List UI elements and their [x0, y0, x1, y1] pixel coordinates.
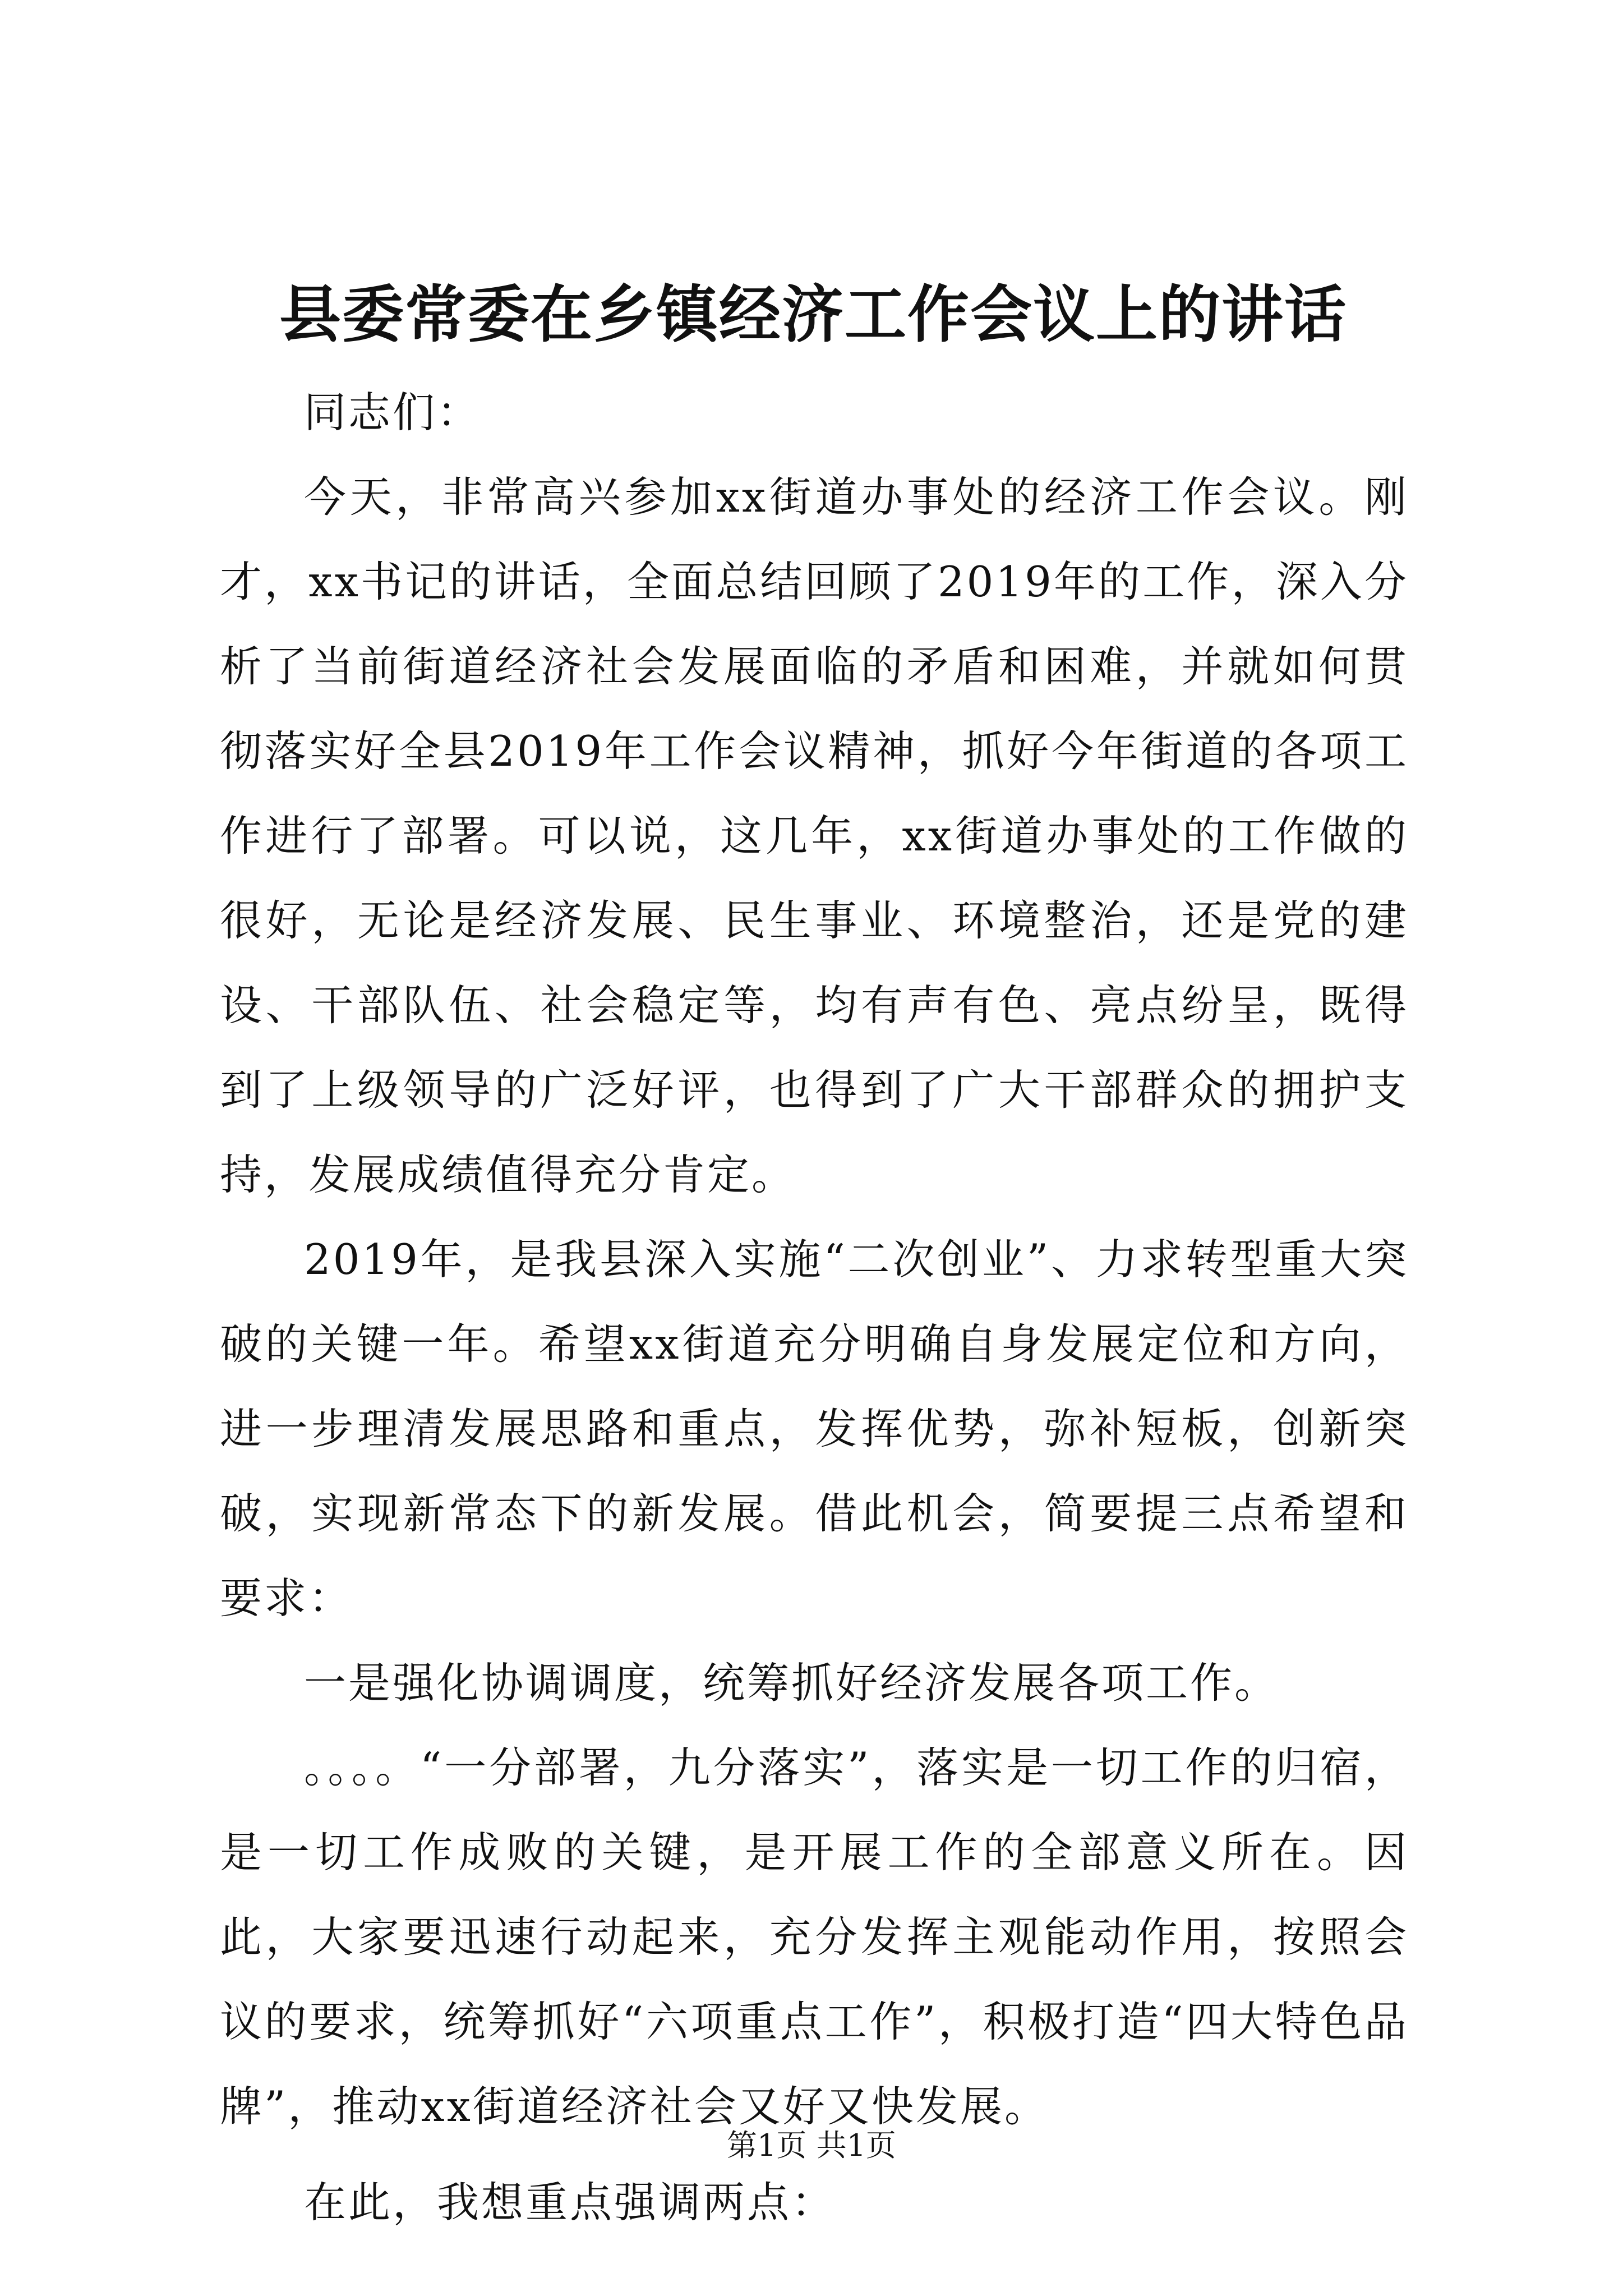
body-paragraph: 在此，我想重点强调两点：	[304, 2178, 836, 2227]
salutation-paragraph: 同志们：	[304, 388, 482, 437]
document-title: 县委常委在乡镇经济工作会议上的讲话	[279, 278, 1347, 351]
body-paragraph: 。。。。“一分部署，九分落实”，落实是一切工作的归宿，是一切工作成败的关键，是开展工作的全部意义所在。因此，大家要迅速行动起来，充分发挥主观能动作用，按照会议的要求，统筹抓好“六项重点工作”，积极打造“四大特色品牌”，推动xx街道经济社会又好又快发展。	[220, 1743, 1409, 2131]
body-paragraph: 一是强化协调调度，统筹抓好经济发展各项工作。	[304, 1658, 1279, 1708]
page-footer: 第1页 共1页	[727, 2128, 896, 2163]
body-paragraph: 今天，非常高兴参加xx街道办事处的经济工作会议。刚才，xx书记的讲话，全面总结回顾了2019年的工作，深入分析了当前街道经济社会发展面临的矛盾和困难，并就如何贯彻落实好全县2019年工作会议精神，抓好今年街道的各项工作进行了部署。可以说，这几年，xx街道办事处的工作做的很好，无论是经济发展、民生事业、环境整治，还是党的建设、干部队伍、社会稳定等，均有声有色、亮点纷呈，既得到了上级领导的广泛好评，也得到了广大干部群众的拥护支持，发展成绩值得充分肯定。	[220, 472, 1409, 1199]
body-paragraph: 2019年，是我县深入实施“二次创业”、力求转型重大突破的关键一年。希望xx街道充分明确自身发展定位和方向，进一步理清发展思路和重点，发挥优势，弥补短板，创新突破，实现新常态下的新发展。借此机会，简要提三点希望和要求：	[220, 1235, 1409, 1623]
document-body	[220, 370, 1409, 2245]
